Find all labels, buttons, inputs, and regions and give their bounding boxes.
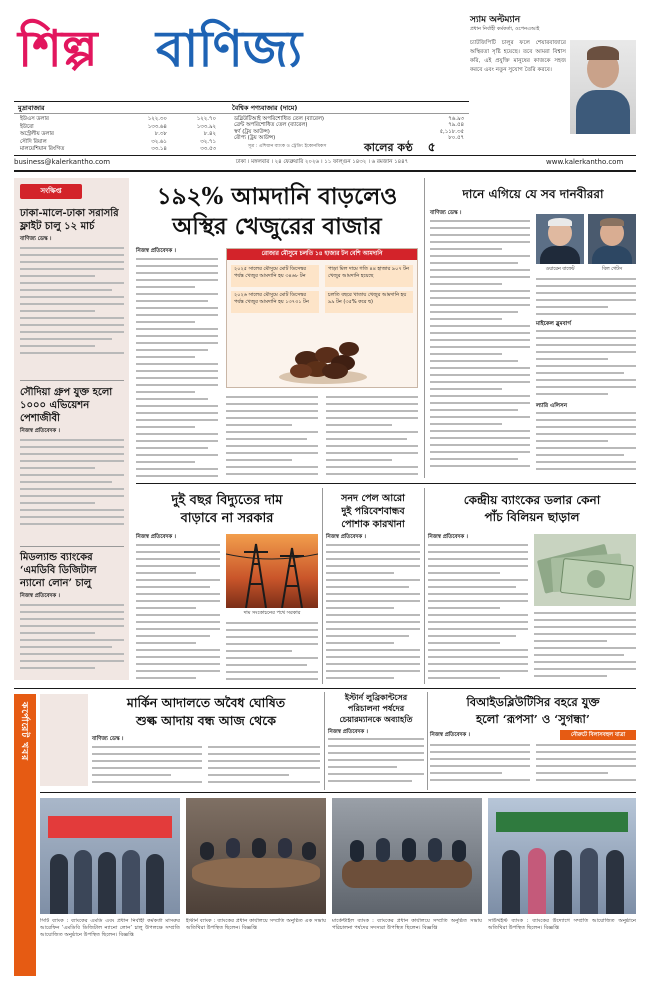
electricity-headline-line1[interactable]: দুই বছর বিদ্যুতের দাম xyxy=(171,493,283,508)
centralbank-headline-line2[interactable]: পাঁচ বিলিয়ন ছাড়াল xyxy=(484,510,580,524)
infobox-title: রোজার মৌসুমে চলতি ১৪ হাজার টন বেশি আমদানি xyxy=(227,249,417,260)
sidebar-ad-box xyxy=(40,694,88,786)
currency-rate: ৮.৪২ xyxy=(203,131,216,138)
uscourt-body-col1 xyxy=(92,746,202,788)
eastern-headline[interactable] xyxy=(328,692,424,725)
lead-infobox xyxy=(226,248,418,388)
section-rule-3 xyxy=(40,792,636,793)
section-rule-1 xyxy=(136,483,636,484)
garments-headline-line3[interactable]: পোশাক কারখানা xyxy=(341,519,405,530)
lead-bullet: পাড়া মিল দামে গতি ৪৪ হাজার ৯০৭ টন খেজুর আমদানি হয়েছে xyxy=(328,266,409,279)
donors-subhead-1: মাইকেল ব্লুমবার্গ xyxy=(536,321,571,327)
corporate-label: কর্পোরেট খবর xyxy=(19,702,29,762)
uscourt-body-col2 xyxy=(208,746,320,788)
currency-rate: ৩২.৬১ xyxy=(151,138,167,145)
donor-caption-left: ওয়ারেন বাফেট xyxy=(545,267,575,272)
commodity-name: রৌপ্য (ট্রয় আউন্স) xyxy=(234,135,276,142)
currency-name: ইউরো xyxy=(20,123,34,130)
currency-rate: ৮.৩৮ xyxy=(154,131,167,138)
column-author: স্যাম অল্টম্যান xyxy=(470,15,521,25)
bullet-box-3 xyxy=(325,265,413,287)
lead-body-col2 xyxy=(226,396,318,480)
bullet-box-2 xyxy=(231,291,319,313)
garments-body xyxy=(326,544,420,684)
bullet-box-1 xyxy=(231,265,319,287)
market-header-rule xyxy=(14,113,469,114)
commodity-name: স্বর্ণ (ট্রয় আউন্স) xyxy=(234,128,270,135)
commodity-name: ডব্লিউটিআই অপরিশোধিত তেল (ব্যারেল) xyxy=(234,116,324,122)
commodity-name: ব্রেন্ট অপরিশোধিত তেল (ব্যারেল) xyxy=(234,122,308,129)
currency-rate: ১২২.৩০ xyxy=(147,116,167,122)
lead-reporter: নিজস্ব প্রতিবেদক । xyxy=(136,248,176,254)
sidebar-item[interactable] xyxy=(20,551,124,676)
eastern-headline-line1[interactable]: ইস্টার্ন লুব্রিকান্টসের xyxy=(344,692,408,702)
column-author-role: প্রধান নির্বাহী কর্মকর্তা, ওপেনএআই xyxy=(470,26,540,32)
commodity-price: ৫,১১৮.৩৫ xyxy=(439,128,464,135)
currency-name: মালয়েশিয়ান রিংগিত xyxy=(20,146,65,153)
brand-mark xyxy=(364,136,462,154)
sidebar-label xyxy=(20,184,82,199)
sidebar-item[interactable] xyxy=(20,207,124,357)
dateline-date: ঢাকা । মঙ্গলবার । ২৪ ফেব্রুয়ারি ২০২৬ । ১১ ফাল্গুন ১৪৩২ । ৬ রমজান ১৪৪৭ xyxy=(235,159,409,165)
market-header-left: মুদ্রাবাজার xyxy=(18,104,45,112)
lead-body-col3 xyxy=(326,396,418,480)
dates-photo xyxy=(277,319,369,385)
currency-rate: ১৩৩.৯২ xyxy=(196,123,216,130)
market-bottom-rule xyxy=(14,155,636,156)
currency-row xyxy=(18,131,218,139)
page-number: ৫ xyxy=(427,140,436,154)
dateline-website[interactable]: www.kalerkantho.com xyxy=(546,158,624,166)
donor-caption-right: বিল গেটস xyxy=(601,267,622,272)
currency-rate: ১৩৩.৬৪ xyxy=(147,123,167,130)
lead-bullet: চলতি বছরে খাতায় খেজুর আমদানি হয় ৯৯ টন (৩৫% করে দ্ব) xyxy=(328,292,407,305)
sidebar-item-title[interactable]: সৌদিয়া গ্রুপ যুক্ত হলো ১০০০ এভিয়েশন পেশাজীবী xyxy=(20,387,113,424)
corporate-photo-2 xyxy=(186,798,326,914)
corporate-label-box xyxy=(14,694,36,976)
biwtc-headline-line1[interactable]: বিআইডব্লিউটিসির বহরে যুক্ত xyxy=(466,695,600,709)
eastern-headline-line2[interactable]: পরিচালনা পর্ষদের xyxy=(347,703,405,713)
masthead xyxy=(14,14,444,94)
corporate-photo-3 xyxy=(332,798,482,914)
donors-headline[interactable]: দানে এগিয়ে যে সব দানবীররা xyxy=(462,187,604,201)
donors-body-col2 xyxy=(536,278,636,318)
author-portrait xyxy=(570,40,636,134)
corporate-caption: ইস্টার্ন ব্যাংক : ব্যাংকের প্রধান কার্যালয়ে সম্প্রতি অনুষ্ঠিত এক সভায় অতিথিরা উপস্থিত ছিলেন। বিজ্ঞপ্তি xyxy=(186,918,326,931)
sidebar-item-title[interactable]: ঢাকা-মালে-ঢাকা সরাসরি ফ্লাইট চালু ১২ মার্চ xyxy=(20,208,119,232)
biwtc-headline[interactable] xyxy=(430,694,636,728)
eastern-headline-line3[interactable]: চেয়ারম্যানকে অব্যাহতি xyxy=(339,714,413,724)
dollar-photo xyxy=(534,534,636,606)
biwtc-banner xyxy=(560,730,636,740)
garments-headline[interactable] xyxy=(326,492,420,531)
uscourt-headline-line2[interactable]: শুল্ক আদায় বন্ধ আজ থেকে xyxy=(136,713,276,728)
sidebar-item-reporter: নিজস্ব প্রতিবেদক । xyxy=(20,593,60,599)
column-quote-box xyxy=(470,14,566,154)
currency-rate: ৩৩.১৪ xyxy=(151,146,167,153)
currency-row xyxy=(18,139,218,147)
lead-headline[interactable] xyxy=(136,182,418,242)
corporate-caption: সিটি ব্যাংক : ব্যাংকের এমডি এবং প্রধান নির্বাহী কর্মকর্তা মাসরুর আরেফিন ‘এমডিবি ডিজিটাল ন্যানো লোন’ চালু উপলক্ষে সম্প্রতি আয়োজিত অনুষ্ঠানে উপস্থিত ছিলেন। বিজ্ঞপ্তি xyxy=(40,918,180,938)
biwtc-headline-line2[interactable]: হলো ‘রূপসা’ ও ‘সুগন্ধা’ xyxy=(476,712,590,726)
masthead-title-part2: বাণিজ্য xyxy=(156,19,303,78)
uscourt-reporter: বাণিজ্য ডেস্ক । xyxy=(92,736,124,742)
sidebar-label-text: সংক্ষিপ্ত xyxy=(40,187,62,195)
lead-bullet: ২০২৫ সালের মৌসুমে মোট ডিসেম্বর পর্যন্ত খেজুর আমদানি হয় ৩৪৬৮ টন xyxy=(234,266,307,279)
electricity-body-col2 xyxy=(226,622,318,684)
lead-bullet: ২০২৬ সালের মৌসুমে মোট ডিসেম্বর পর্যন্ত খেজুর আমদানি হয় ১৩৭৩১ টন xyxy=(234,292,309,305)
electricity-headline[interactable] xyxy=(136,492,318,528)
lead-body-col1 xyxy=(136,258,218,480)
column-quote: চ্যাটজিপিটি চালুর ফলে শেয়ারবাজারে অস্থিরতা সৃষ্টি হয়েছে। তবে আমরা বিশ্বাস করি, এই প্রযুক্তি মানুষের কাজকে সহজ করবে এবং নতুন সুযোগ তৈরি করবে। xyxy=(470,40,566,73)
market-source-note: সূত্র : এশিয়ান ব্যাংক ও ট্রেডিং ইকোনমিকস xyxy=(248,144,327,149)
currency-rate: ৩৩.৫৩ xyxy=(200,146,216,153)
dateline-email[interactable]: business@kalerkantho.com xyxy=(14,158,111,166)
donor-photo-buffett xyxy=(536,214,584,264)
biwtc-reporter: নিজস্ব প্রতিবেদক । xyxy=(430,732,470,738)
centralbank-headline-line1[interactable]: কেন্দ্রীয় ব্যাংকের ডলার কেনা xyxy=(463,493,601,507)
currency-rate: ৩২.৭১ xyxy=(200,138,216,145)
centralbank-reporter: নিজস্ব প্রতিবেদক । xyxy=(428,534,468,540)
biwtc-body-col2 xyxy=(536,744,636,788)
centralbank-body-col1 xyxy=(428,544,528,684)
currency-name: ইউএস ডলার xyxy=(20,116,49,122)
electricity-headline-line2[interactable]: বাড়াবে না সরকার xyxy=(180,511,274,526)
electricity-reporter: নিজস্ব প্রতিবেদক । xyxy=(136,534,176,540)
garments-headline-line2[interactable]: দুই পরিবেশবান্ধব xyxy=(341,506,405,517)
uscourt-headline-line1[interactable]: মার্কিন আদালতে অবৈধ ঘোষিত xyxy=(126,695,286,710)
corporate-photo-1 xyxy=(40,798,180,914)
donor-photo-gates xyxy=(588,214,636,264)
garments-reporter: নিজস্ব প্রতিবেদক । xyxy=(326,534,366,540)
sidebar-item[interactable] xyxy=(20,386,124,529)
sidebar-item-title[interactable]: মিডল্যান্ড ব্যাংকের ‘এমডিবি ডিজিটাল ন্যানো লোন’ চালু xyxy=(20,552,97,589)
pylon-photo-caption: দাম সংকোচনের পথে সরকার xyxy=(243,610,301,616)
corporate-caption: মার্কেন্টাইল ব্যাংক : ব্যাংকের প্রধান কার্যালয়ে সম্প্রতি অনুষ্ঠিত সভায় পরিচালনা পর্ষদের সদস্যরা উপস্থিত ছিলেন। বিজ্ঞপ্তি xyxy=(332,918,482,931)
masthead-title-part1: শিল্প xyxy=(18,19,98,78)
donors-subhead-2: ল্যারি এলিসন xyxy=(536,403,568,409)
section-rule-2 xyxy=(14,688,636,689)
lead-headline-line2[interactable]: অস্থির খেজুরের বাজার xyxy=(172,213,382,240)
donors-body-col1 xyxy=(430,220,530,474)
currency-name: সৌদি রিয়াল xyxy=(20,138,47,145)
brand-name: কালের কণ্ঠ xyxy=(364,141,413,154)
commodity-price: ৭৬.৯৩ xyxy=(448,116,464,122)
commodity-price: ৮০.৫৭ xyxy=(448,135,464,142)
currency-rate: ১২২.৭০ xyxy=(196,116,216,122)
garments-headline-line1[interactable]: সনদ পেল আরো xyxy=(341,493,405,504)
bullet-box-4 xyxy=(325,291,413,313)
sidebar-item-reporter: নিজস্ব প্রতিবেদক । xyxy=(20,428,60,434)
centralbank-headline[interactable] xyxy=(428,492,636,526)
electricity-body-col1 xyxy=(136,544,220,684)
biwtc-body-col1 xyxy=(430,744,530,788)
currency-row xyxy=(18,146,218,154)
commodity-price: ৭৯.৫৪ xyxy=(448,122,464,129)
sidebar-item-reporter: বাণিজ্য ডেস্ক । xyxy=(20,236,52,242)
market-top-rule xyxy=(14,101,469,102)
corporate-photo-4 xyxy=(488,798,636,914)
lead-headline-line1[interactable]: ১৯২% আমদানি বাড়লেও xyxy=(156,183,398,210)
uscourt-headline[interactable] xyxy=(92,694,320,730)
centralbank-body-col2 xyxy=(534,612,636,684)
currency-name: অস্ট্রেলীয় ডলার xyxy=(20,131,54,138)
eastern-body xyxy=(328,738,424,788)
eastern-reporter: নিজস্ব প্রতিবেদক । xyxy=(328,729,368,735)
corporate-caption: সাউথইস্ট ব্যাংক : ব্যাংকের উদ্যোগে সম্প্রতি আয়োজিত অনুষ্ঠানে অতিথিরা উপস্থিত ছিলেন। বিজ্ঞপ্তি xyxy=(488,918,636,931)
biwtc-banner-text: নৌরুটে বিলাসবহুল যাত্রা xyxy=(570,732,626,738)
pylon-photo xyxy=(226,534,318,608)
donors-reporter: বাণিজ্য ডেস্ক । xyxy=(430,210,462,216)
dateline-rule xyxy=(14,170,636,172)
market-header-right: বৈশ্বিক পণ্যবাজার (দামে) xyxy=(232,104,298,112)
market-currency-table xyxy=(18,116,218,154)
currency-row xyxy=(18,116,218,124)
